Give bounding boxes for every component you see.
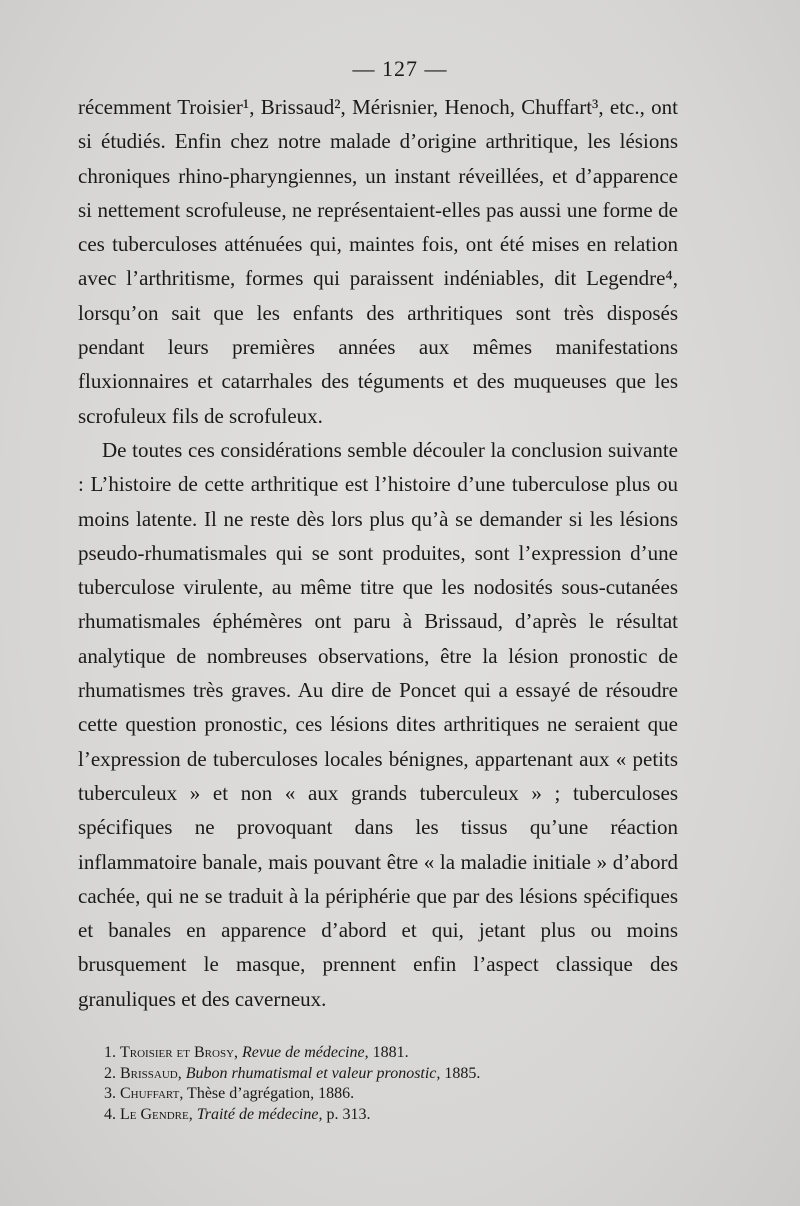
footnote-3 <box>104 1084 704 1105</box>
footnote-rest: Thèse d’agrégation, 1886. <box>187 1085 355 1102</box>
footnote-rest: 1881. <box>372 1044 409 1061</box>
footnote-2 <box>104 1064 704 1085</box>
paragraph-continued: récemment Troisier¹, Brissaud², Mérisnier, Henoch, Chuffart³, etc., ont si étudiés. Enfin chez notre malade d’origine arthritique, les lésions chroniques rhino-pharyngiennes, un instant réveillées, et d’apparence si nettement scrofuleuse, ne représentaient-elles pas aussi une forme de ces tuberculoses atténuées qui, maintes fois, ont été mises en relation avec l’arthritisme, formes qui paraissent indéniables, dit Legendre⁴, lorsqu’on sait que les enfants des arthritiques sont très disposés pendant leurs premières années aux mêmes manifestations fluxionnaires et catarrhales des téguments et des muqueuses que les scrofuleux fils de scrofuleux. <box>78 95 678 428</box>
body-text <box>78 90 678 1016</box>
footnote-number: 1. <box>104 1044 116 1061</box>
footnote-author: Le Gendre, <box>120 1105 193 1123</box>
page-number: — 127 — <box>352 56 448 81</box>
footnote-number: 4. <box>104 1105 116 1123</box>
footnote-title: Traité de médecine, <box>196 1105 323 1123</box>
footnote-author: Troisier et Brosy, <box>120 1044 239 1061</box>
footnote-title: Revue de médecine, <box>242 1044 369 1061</box>
footnotes <box>104 1043 704 1125</box>
footnote-4 <box>104 1105 704 1126</box>
paragraph-conclusion: De toutes ces considérations semble découler la conclusion suivante : L’histoire de cette arthritique est l’histoire d’une tuberculose plus ou moins latente. Il ne reste dès lors plus qu’à se demander si les lésions pseudo-rhumatismales qui se sont produites, sont l’expression d’une tuberculose virulente, au même titre que les nodosités sous-cutanées rhumatismales éphémères ont paru à Brissaud, d’après le résultat analytique de nombreuses observations, être la lésion pronostic de rhumatismes très graves. Au dire de Poncet qui a essayé de résoudre cette question pronostic, ces lésions dites arthritiques ne seraient que l’expression de tuberculoses locales bénignes, appartenant aux « petits tuberculeux » et non « aux grands tuberculeux » ; tuberculoses spécifiques ne provoquant dans les tissus qu’une réaction inflammatoire banale, mais pouvant être « la maladie initiale » d’abord cachée, qui ne se traduit à la périphérie que par des lésions spécifiques et banales en apparence d’abord et qui, jetant plus ou moins brusquement le masque, prennent enfin l’aspect classique des granuliques et des caverneux. <box>78 437 678 1011</box>
footnote-number: 2. <box>104 1064 116 1082</box>
footnote-author: Brissaud, <box>120 1064 182 1082</box>
footnote-author: Chuffart, <box>120 1085 184 1102</box>
footnote-1 <box>104 1043 704 1064</box>
footnote-rest: p. 313. <box>326 1105 371 1123</box>
footnote-number: 3. <box>104 1085 116 1102</box>
footnote-title: Bubon rhumatismal et valeur pronostic, <box>185 1064 441 1082</box>
footnote-rest: 1885. <box>444 1064 481 1082</box>
